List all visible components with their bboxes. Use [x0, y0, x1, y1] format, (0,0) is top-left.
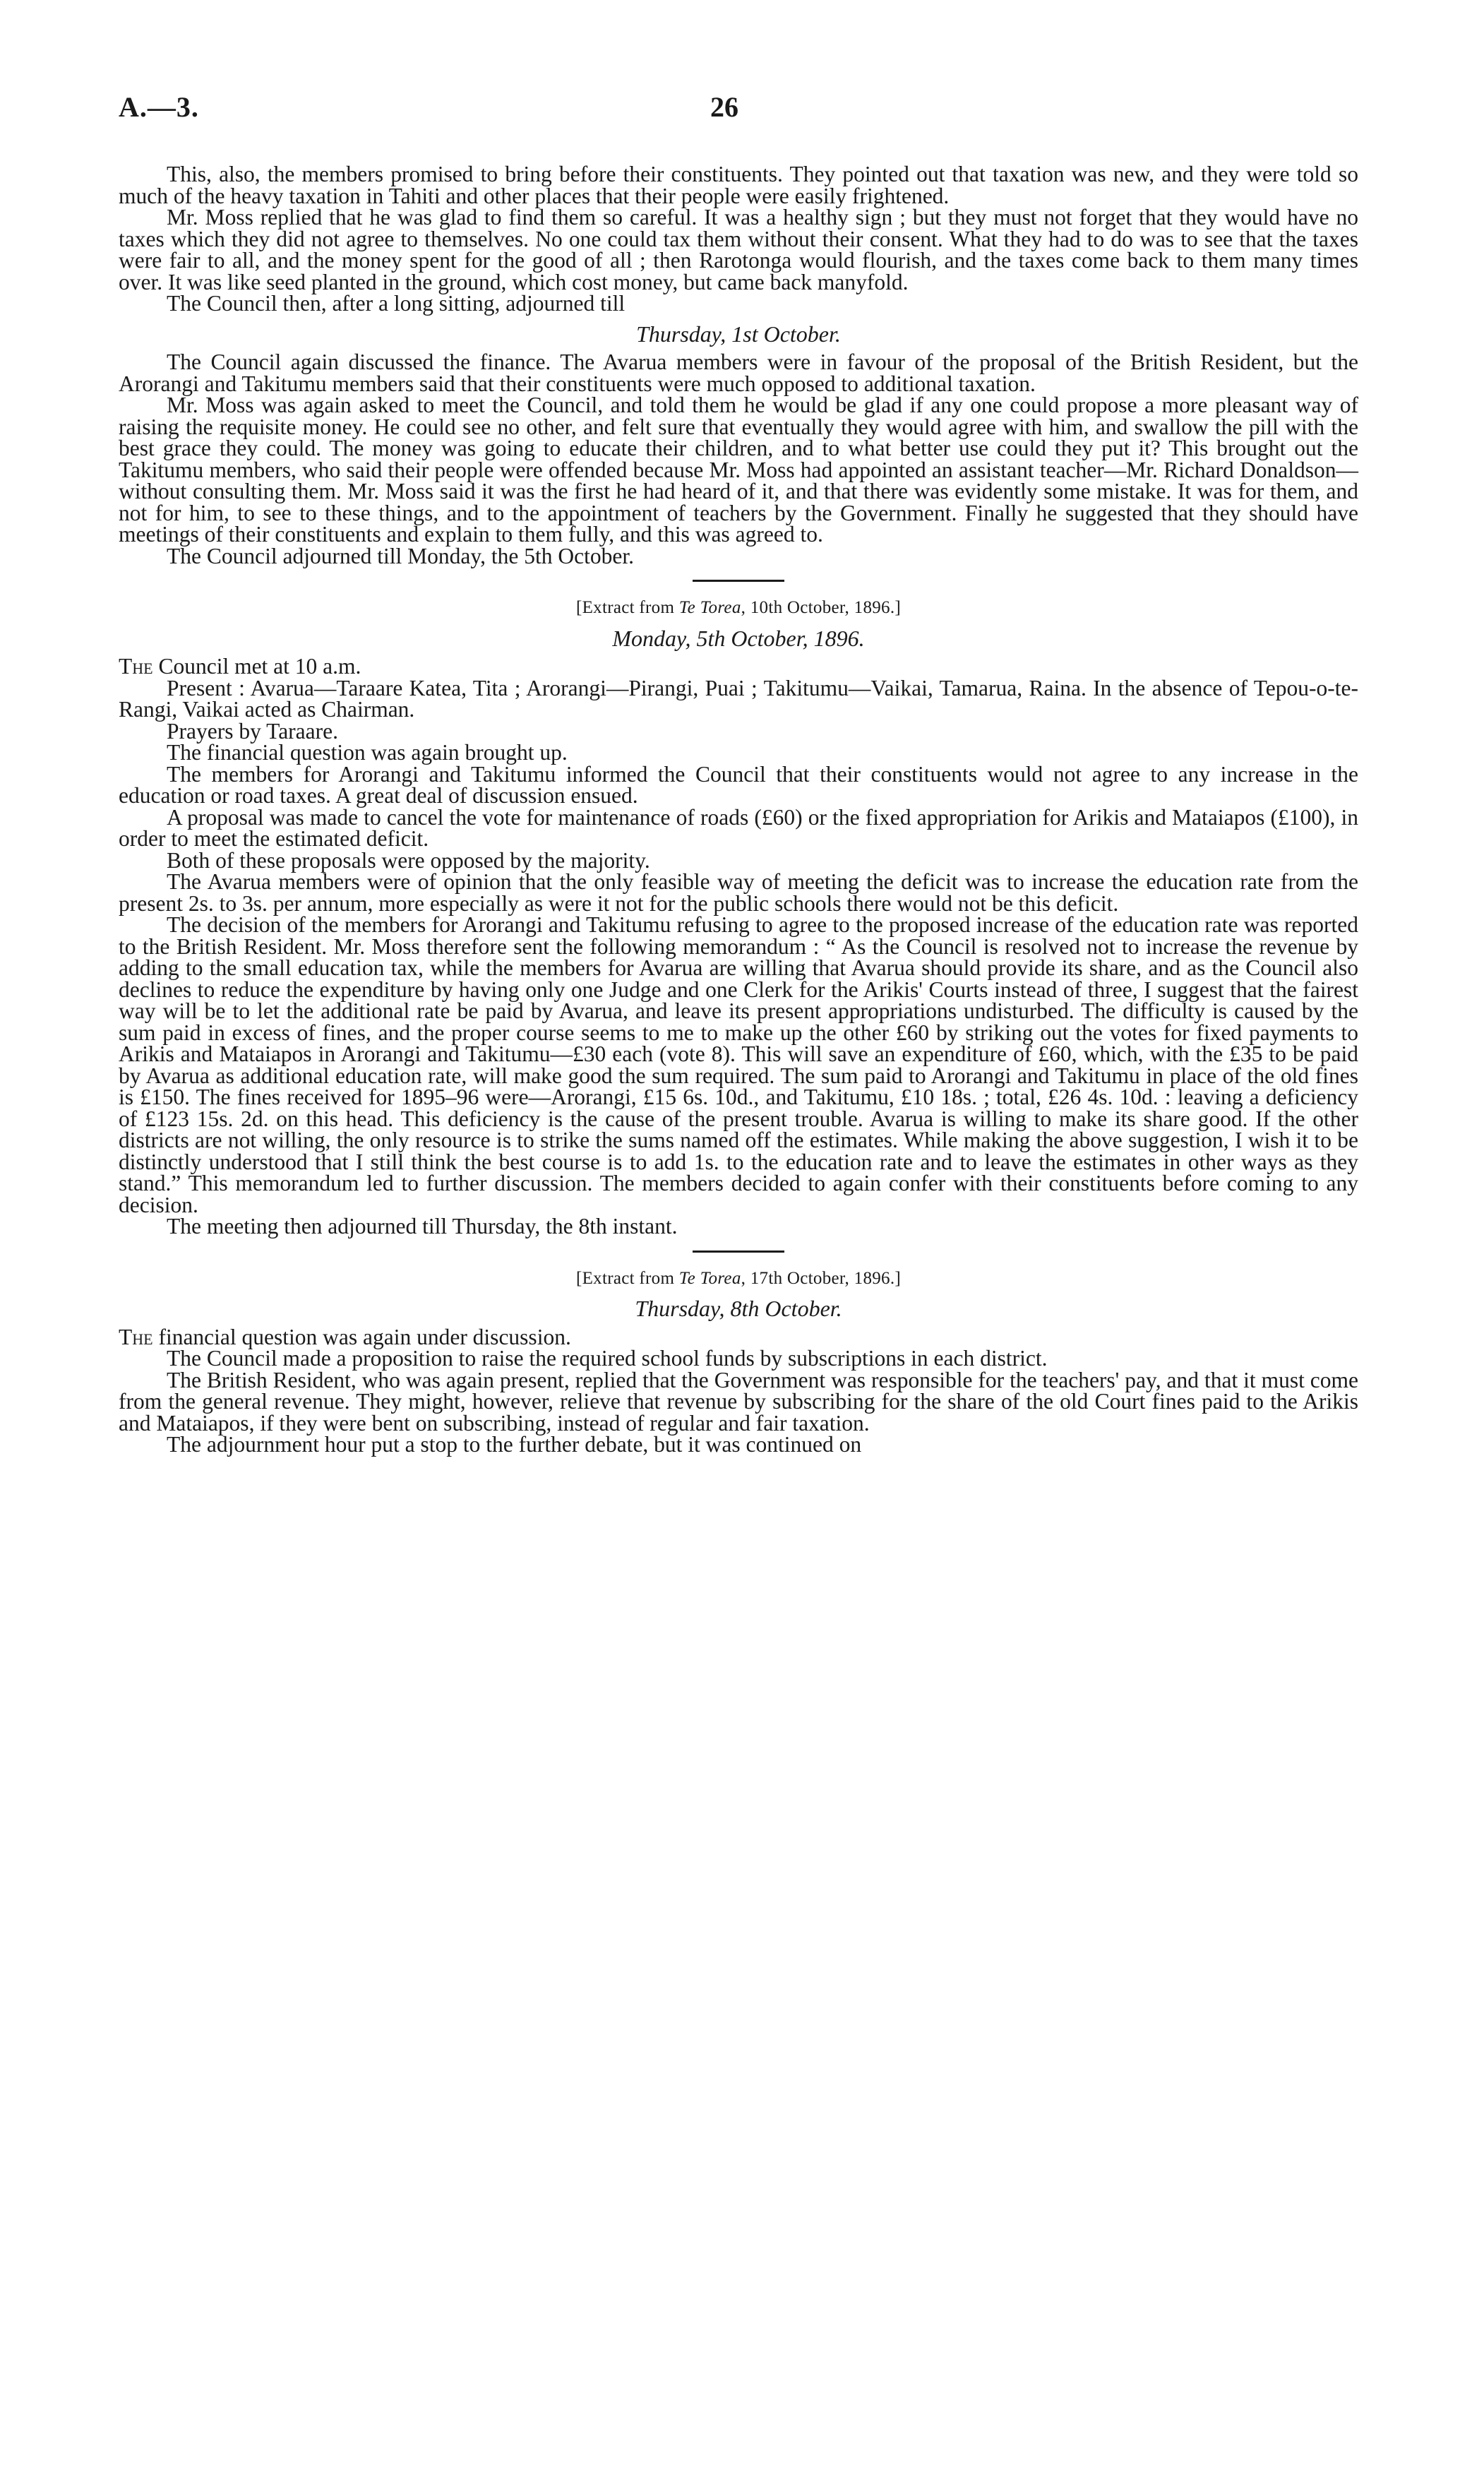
page-number: 26 [710, 91, 738, 123]
paragraph-text: Council met at 10 a.m. [152, 654, 361, 679]
date-heading: Monday, 5th October, 1896. [612, 625, 865, 651]
paragraph: The adjournment hour put a stop to the further debate, but it was continued on [167, 1432, 862, 1457]
paragraph: Prayers by Taraare. [167, 718, 338, 744]
body-text [119, 164, 1358, 1456]
paragraph [119, 656, 1358, 678]
lead-word: The [119, 654, 153, 679]
paragraph: Mr. Moss replied that he was glad to find them so careful. It was a healthy sign ; but they must not forget that they would have no taxes which they did not agree to themselves. No one could tax them without their consent. What they had to do was to see that the taxes were fair to all, and the money spent for the good of all ; then Rarotonga would flourish, and the taxes come back to them many times over. It was like seed planted in the ground, which cost money, but came back manyfold. [119, 205, 1358, 294]
paragraph-text: financial question was again under discussion. [152, 1324, 571, 1349]
extract-source: Te Torea [678, 1268, 741, 1288]
paragraph: The meeting then adjourned till Thursday, the 8th instant. [167, 1214, 678, 1238]
page-header [119, 90, 1358, 133]
paragraph: A proposal was made to cancel the vote for maintenance of roads (£60) or the fixed appropriation for Arikis and Mataiapos (£100), in order to meet the estimated deficit. [119, 804, 1358, 851]
extract-suffix: , 17th October, 1896.] [741, 1268, 902, 1288]
section-divider [693, 1251, 784, 1253]
date-heading: Thursday, 1st October. [636, 321, 841, 347]
paragraph: The British Resident, who was again present, replied that the Government was responsible for the teachers' pay, and that it must come from the general revenue. They might, however, relieve that revenue by subscribing for the share of the old Court fines paid to the Arikis and Mataiapos, if they were bent on subscribing, instead of regular and fair taxation. [119, 1367, 1358, 1436]
paragraph: The Council made a proposition to raise the required school funds by subscriptions in each district. [167, 1346, 1048, 1371]
paragraph: The Council again discussed the finance. The Avarua members were in favour of the proposal of the British Resident, but the Arorangi and Takitumu members said that their constituents were much opposed to additional taxation. [119, 350, 1358, 396]
section-divider [693, 580, 784, 582]
paragraph: Mr. Moss was again asked to meet the Council, and told them he would be glad if any one could propose a more pleasant way of raising the requisite money. He could see no other, and felt sure that eventually they would agree with him, and swallow the pill with the best grace they could. The money was going to educate their children, and to what better use could they put it? This brought out the Takitumu members, who said their people were offended because Mr. Moss had appointed an assistant teacher—Mr. Richard Donaldson—without consulting them. Mr. Moss said it was the first he had heard of it, and that there was evidently some mistake. It was for them, and not for him, to see to these things, and to the appointment of teachers by the Government. Finally he suggested that they should have meetings of their constituents and explain to them fully, and this was agreed to. [119, 393, 1358, 547]
extract-suffix: , 10th October, 1896.] [741, 598, 902, 617]
extract-prefix: [Extract from [575, 598, 679, 617]
paragraph: The Council adjourned till Monday, the 5th October. [167, 543, 634, 568]
extract-prefix: [Extract from [575, 1268, 679, 1288]
paragraph: The Council then, after a long sitting, adjourned till [167, 291, 626, 316]
extract-source: Te Torea [678, 598, 741, 617]
paragraph: The members for Arorangi and Takitumu informed the Council that their constituents would not agree to any increase in the education or road taxes. A great deal of discussion ensued. [119, 761, 1358, 808]
paragraph: The Avarua members were of opinion that the only feasible way of meeting the deficit was to increase the education rate from the present 2s. to 3s. per annum, more especially as were it not for the public schools there would not be this deficit. [119, 869, 1358, 916]
extract-heading [119, 597, 1358, 619]
document-reference: A.—3. [119, 91, 199, 123]
extract-heading [119, 1268, 1358, 1290]
paragraph: This, also, the members promised to bring before their constituents. They pointed out that taxation was new, and they were told so much of the heavy taxation in Tahiti and other places that their people were easily frightened. [119, 162, 1358, 208]
paragraph: Both of these proposals were opposed by the majority. [167, 847, 650, 873]
lead-word: The [119, 1324, 153, 1349]
paragraph [119, 1324, 1358, 1349]
paragraph: Present : Avarua—Taraare Katea, Tita ; Arorangi—Pirangi, Puai ; Takitumu—Vaikai, Tamarua, Raina. In the absence of Tepou-o-te-Rangi, Vaikai acted as Chairman. [119, 675, 1358, 722]
paragraph: The decision of the members for Arorangi and Takitumu refusing to agree to the proposed increase of the education rate was reported to the British Resident. Mr. Moss therefore sent the following memorandum : “ As the Council is resolved not to increase the revenue by adding to the small education tax, while the members for Avarua are willing that Avarua should provide its share, and as the Council also declines to reduce the expenditure by having only one Judge and one Clerk for the Arikis' Courts instead of three, I suggest that the fairest way will be to let the additional rate be paid by Avarua, and leave its present appropriations undisturbed. The difficulty is caused by the sum paid in excess of fines, and the proper course seems to me to make up the other £60 by striking out the votes for fixed payments to Arikis and Mataiapos in Arorangi and Takitumu—£30 each (vote 8). This will save an expenditure of £60, which, with the £35 to be paid by Avarua as additional education rate, will make good the sum required. The sum paid to Arorangi and Takitumu in place of the old fines is £150. The fines received for 1895–96 were—Arorangi, £15 6s. 10d., and Takitumu, £10 18s. ; total, £26 4s. 10d. : leaving a deficiency of £123 15s. 2d. on this head. This deficiency is the cause of the present trouble. Avarua is willing to make its share good. If the other districts are not willing, the only resource is to strike the sums named off the estimates. While making the above suggestion, I wish it to be distinctly understood that I still think the best course is to add 1s. to the education rate and to leave the estimates in other ways as they stand.” This memorandum led to further discussion. The members decided to again confer with their constituents before coming to any decision. [119, 912, 1358, 1217]
date-heading: Thursday, 8th October. [635, 1296, 842, 1321]
paragraph: The financial question was again brought up. [167, 740, 568, 765]
